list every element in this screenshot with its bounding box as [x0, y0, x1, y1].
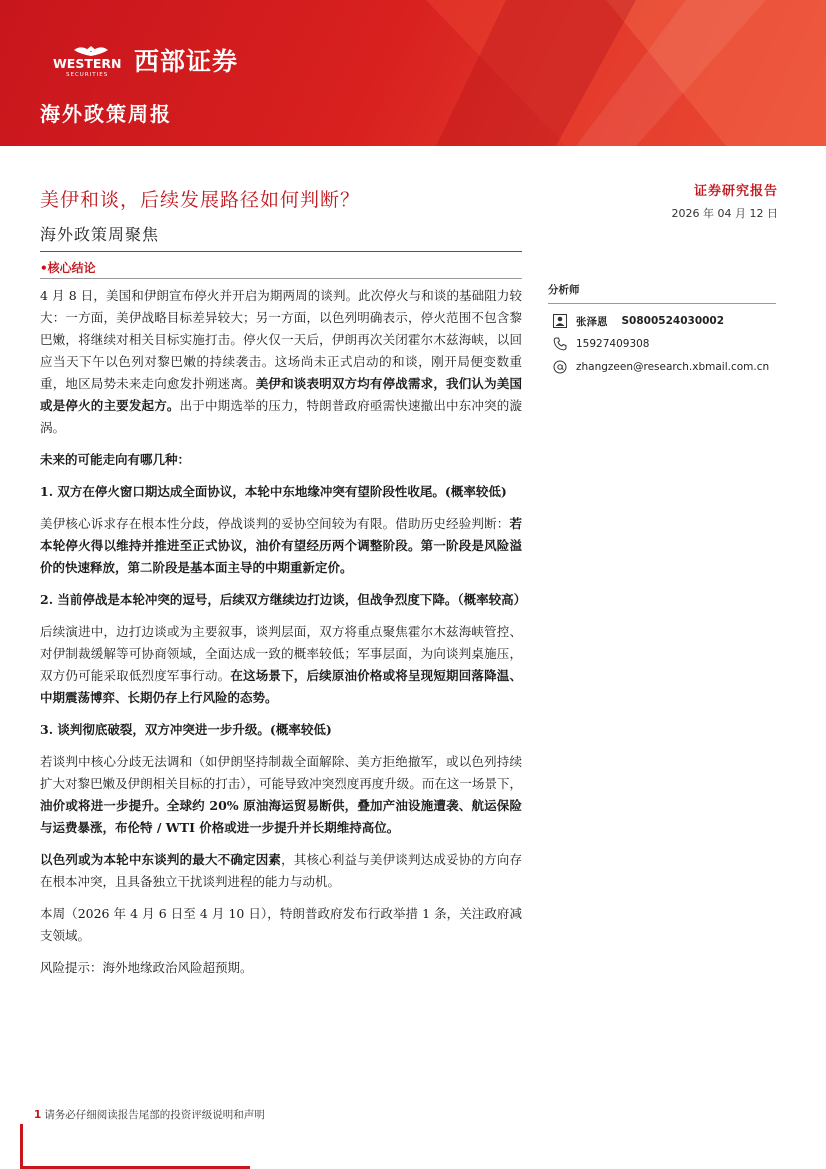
question-heading: 未来的可能走向有哪几种： [40, 452, 191, 467]
paragraph-israel: 以色列或为本轮中东谈判的最大不确定因素，其核心利益与美伊谈判达成妥协的方向存在根本冲突，且具备独立干扰谈判进程的能力与动机。 [40, 852, 522, 889]
page-number: 1 [34, 1109, 42, 1121]
report-date: 2026 年 04 月 12 日 [671, 207, 778, 220]
brand-cn: 西部证券 [134, 47, 239, 76]
email-icon [552, 359, 568, 375]
analyst-name: 张泽恩 [576, 315, 608, 328]
scenario-3-heading: 3. 谈判彻底破裂，双方冲突进一步升级。(概率较低) [40, 722, 332, 737]
scenario-3-text: 若谈判中核心分歧无法调和（如伊朗坚持制裁全面解除、美方拒绝撤军，或以色列持续扩大对黎巴嫩及伊朗相关目标的打击），可能导致冲突烈度再度升级。而在这一场景下，油价或将进一步提升。全球约 20% 原油海运贸易断供，叠加产油设施遭袭、航运保险与运费暴涨，布伦特 / WTI 价格或进一步提升并长期维持高位。 [40, 754, 522, 835]
analyst-code: S0800524030002 [621, 315, 725, 327]
report-subtitle: 海外政策周聚焦 [40, 225, 160, 244]
paragraph-risk: 风险提示：海外地缘政治风险超预期。 [40, 960, 253, 975]
analyst-name-row [548, 310, 776, 332]
banner-decoration [306, 0, 826, 146]
analyst-phone-row [548, 333, 776, 355]
brand-en: WESTERN [53, 56, 122, 71]
divider [40, 251, 522, 252]
scenario-1-text: 美伊核心诉求存在根本性分歧，停战谈判的妥协空间较为有限。借助历史经验判断：若本轮停火得以维持并推进至正式协议，油价有望经历两个调整阶段。第一阶段是风险溢价的快速释放，第二阶段是基本面主导的中期重新定价。 [40, 516, 522, 575]
main-body [40, 285, 527, 989]
report-title: 美伊和谈，后续发展路径如何判断？ [40, 189, 361, 211]
brand-sub: SECURITIES [66, 72, 109, 78]
paragraph-intro: 4 月 8 日，美国和伊朗宣布停火并开启为期两周的谈判。此次停火与和谈的基础阻力较大：一方面，美伊战略目标差异较大；另一方面，以色列明确表示，停火范围不包含黎巴嫩，将继续对相关目标实施打击。停火仅一天后，伊朗再次关闭霍尔木兹海峡，以回应当天下午以色列对黎巴嫩的持续袭击。这场尚未正式启动的和谈，刚开局便变数重重，地区局势未来走向愈发扑朔迷离。美伊和谈表明双方均有停战需求，我们认为美国或是停火的主要发起方。出于中期选举的压力，特朗普政府亟需快速撤出中东冲突的漩涡。 [40, 288, 522, 435]
analyst-heading: 分析师 [548, 282, 776, 304]
section-heading: •核心结论 [40, 261, 96, 275]
paragraph-week: 本周（2026 年 4 月 6 日至 4 月 10 日），特朗普政府发布行政举措 1 条，关注政府减支领域。 [40, 906, 522, 943]
analyst-phone: 15927409308 [576, 338, 650, 350]
analyst-email[interactable]: zhangzeen@research.xbmail.com.cn [576, 361, 770, 373]
logo-mark-icon [52, 42, 130, 78]
phone-icon [552, 336, 568, 352]
scenario-2-text: 后续演进中，边打边谈或为主要叙事，谈判层面，双方将重点聚焦霍尔木兹海峡管控、对伊制裁缓解等可协商领域，全面达成一致的概率较低；军事层面，为向谈判桌施压，双方仍可能采取低烈度军事行动。在这场景下，后续原油价格或将呈现短期回落降温、中期震荡博弈、长期仍存上行风险的态势。 [40, 624, 522, 705]
corner-decoration [20, 1124, 23, 1169]
page-footer [34, 1107, 265, 1122]
brand-logo [52, 42, 238, 78]
scenario-2-heading: 2. 当前停战是本轮冲突的逗号，后续双方继续边打边谈，但战争烈度下降。（概率较高） [40, 592, 527, 607]
header-banner [0, 0, 826, 146]
divider [40, 278, 522, 279]
analyst-sidebar [548, 278, 776, 378]
analyst-email-row [548, 356, 776, 378]
scenario-1-heading: 1. 双方在停火窗口期达成全面协议，本轮中东地缘冲突有望阶段性收尾。(概率较低) [40, 484, 507, 499]
person-icon [552, 313, 568, 329]
footer-disclaimer: 请务必仔细阅读报告尾部的投资评级说明和声明 [44, 1109, 265, 1121]
series-title: 海外政策周报 [40, 102, 172, 126]
report-type: 证券研究报告 [693, 184, 778, 199]
